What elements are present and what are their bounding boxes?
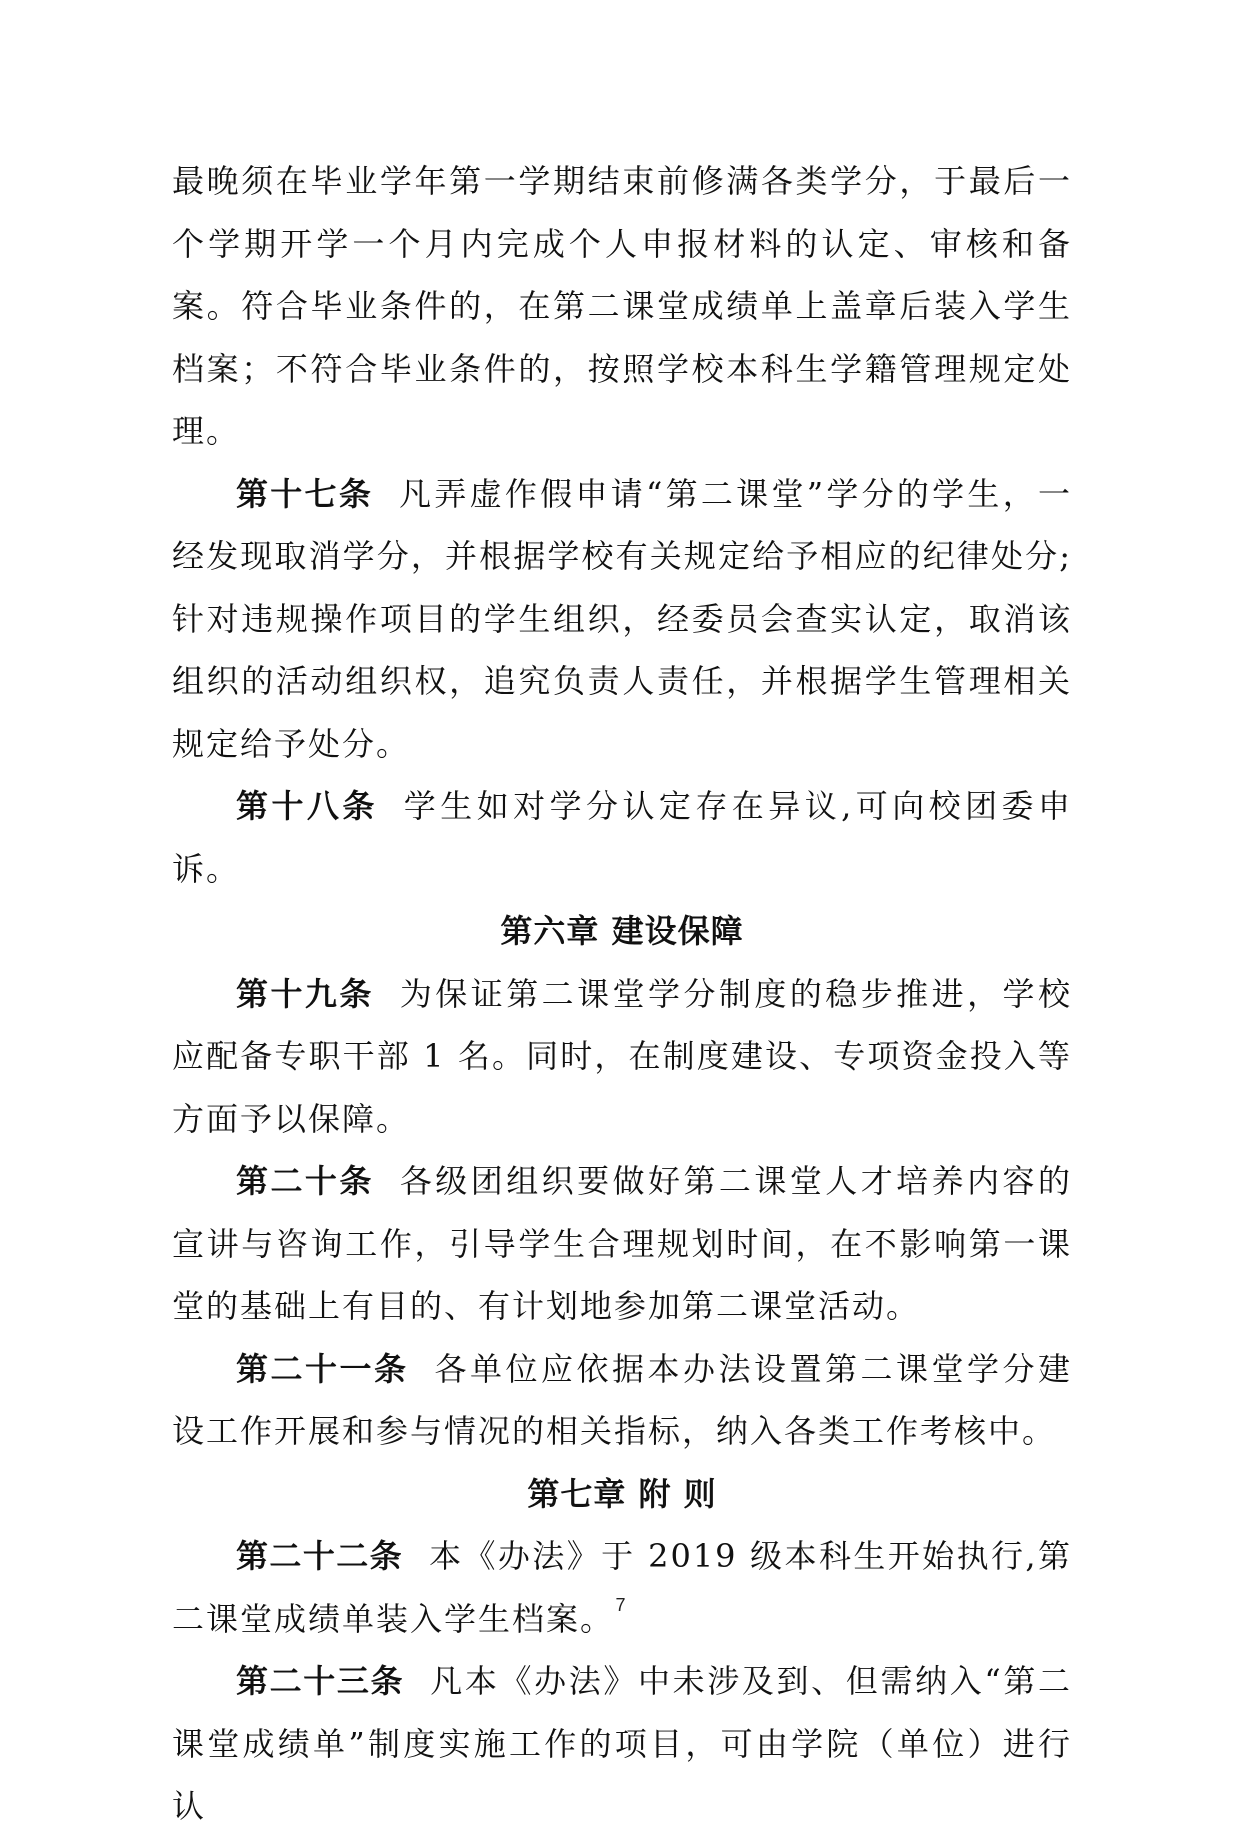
article-17-label: 第十七条 [236,474,374,513]
article-21-text: 各单位应依据本办法设置第二课堂学分建设工作开展和参与情况的相关指标，纳入各类工作考核中。 [172,1349,1072,1450]
article-23 [172,1650,1072,1838]
article-20-text: 各级团组织要做好第二课堂人才培养内容的宣讲与咨询工作，引导学生合理规划时间，在不影响第一课堂的基础上有目的、有计划地参加第二课堂活动。 [172,1162,1072,1325]
chapter-7-heading: 第七章 附 则 [527,1474,717,1513]
article-23-label: 第二十三条 [236,1662,405,1700]
article-19-label: 第十九条 [236,974,374,1013]
article-21 [172,1338,1072,1463]
article-20-label: 第二十条 [236,1162,374,1200]
chapter-6-heading: 第六章 建设保障 [500,912,744,950]
article-20 [172,1150,1072,1338]
article-18 [172,775,1072,900]
paragraph-continued: 最晚须在毕业学年第一学期结束前修满各类学分，于最后一个学期开学一个月内完成个人申报材料的认定、审核和备案。符合毕业条件的，在第二课堂成绩单上盖章后装入学生档案；不符合毕业条件的，按照学校本科生学籍管理规定处理。 [172,162,1072,450]
article-17-text: 凡弄虚作假申请“第二课堂”学分的学生，一经发现取消学分，并根据学校有关规定给予相应的纪律处分;针对违规操作项目的学生组织，经委员会查实认定，取消该组织的活动组织权，追究负责人责任，并根据学生管理相关规定给予处分。 [172,474,1072,763]
document-page [172,150,1072,1838]
page-number: 7 [615,1595,626,1615]
article-18-label: 第十八条 [236,787,378,825]
article-19 [172,963,1072,1151]
article-21-label: 第二十一条 [236,1349,409,1388]
article-19-text: 为保证第二课堂学分制度的稳步推进，学校应配备专职干部 1 名。同时，在制度建设、专项资金投入等方面予以保障。 [172,974,1072,1138]
article-22-text: 本《办法》于 2019 级本科生开始执行,第二课堂成绩单装入学生档案。 [172,1537,1072,1638]
article-23-text: 凡本《办法》中未涉及到、但需纳入“第二课堂成绩单”制度实施工作的项目，可由学院（单位）进行认 [172,1662,1072,1825]
article-18-text: 学生如对学分认定存在异议,可向校团委申诉。 [172,787,1072,888]
article-22 [172,1525,1072,1650]
article-22-label: 第二十二条 [236,1537,404,1575]
article-17 [172,463,1072,776]
